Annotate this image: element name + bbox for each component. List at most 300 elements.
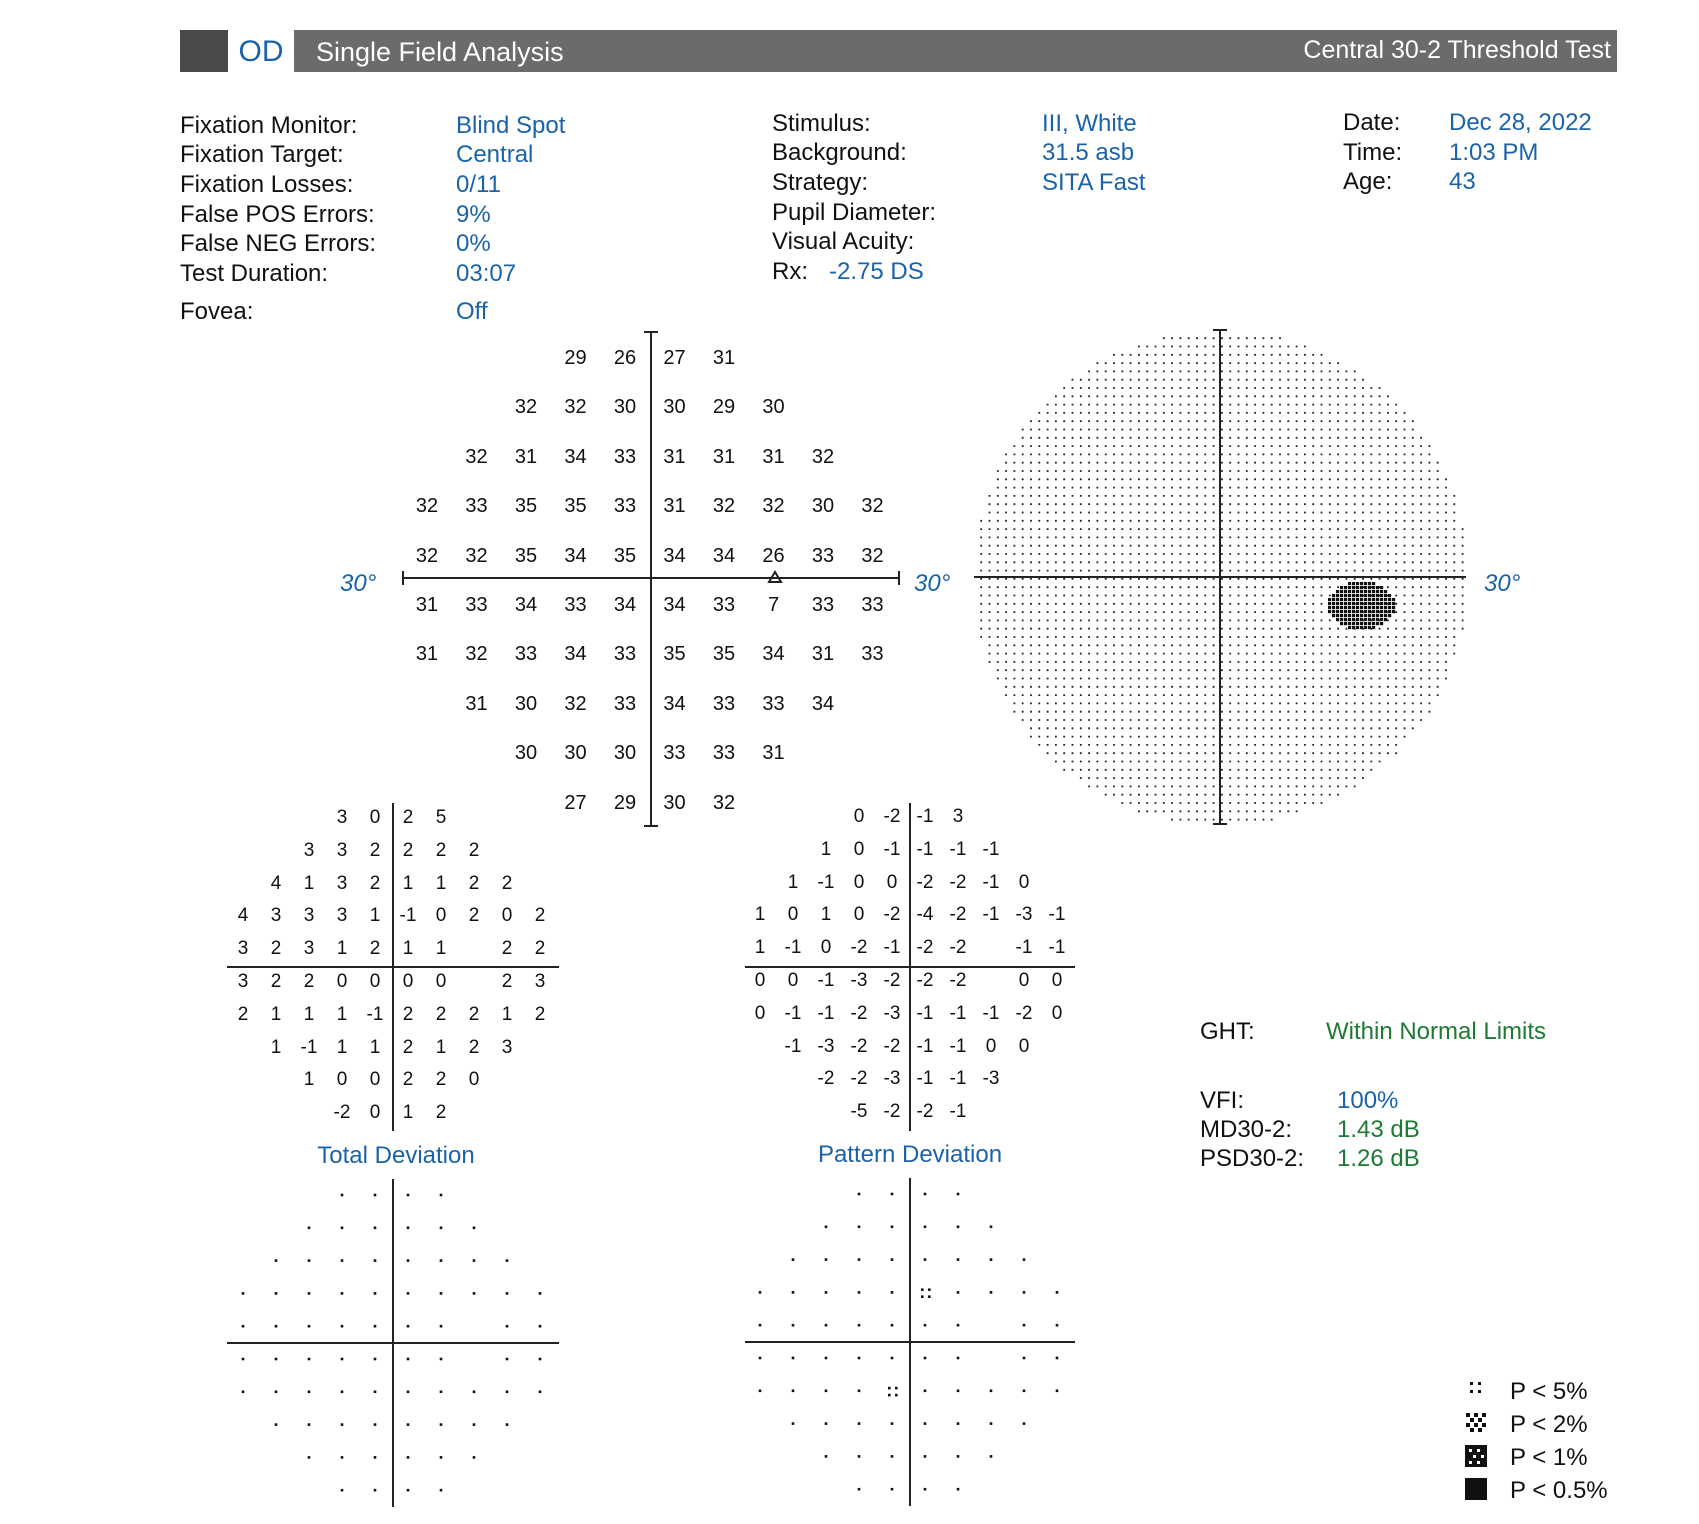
threshold-cell: 27 (663, 347, 686, 369)
total-deviation-cell: 2 (270, 938, 282, 960)
total-deviation-cell: 3 (303, 839, 315, 861)
pattern-deviation-prob-point (792, 1357, 795, 1360)
threshold-cell: 32 (811, 445, 835, 468)
pattern-deviation-cell: -2 (949, 970, 967, 991)
pattern-deviation-cell: 1 (754, 904, 766, 926)
total-deviation-prob-point (473, 1292, 476, 1295)
total-deviation-cell: 3 (534, 971, 546, 992)
pattern-deviation-cell: 0 (754, 1002, 766, 1024)
age-label: Age: (1343, 168, 1393, 195)
threshold-cell: 33 (712, 692, 736, 715)
stimulus-label: Stimulus: (772, 110, 871, 137)
threshold-cell: 33 (465, 495, 488, 518)
pattern-deviation-prob-point (1023, 1258, 1026, 1261)
total-deviation-cell: 2 (435, 1003, 447, 1025)
threshold-cell: 32 (712, 791, 736, 814)
total-deviation-cell: 2 (435, 1102, 447, 1124)
pattern-deviation-cell: 1 (754, 937, 766, 959)
total-deviation-prob-point (308, 1292, 311, 1295)
pattern-deviation-prob-point (891, 1291, 894, 1294)
total-deviation-cell: 1 (402, 938, 414, 960)
total-deviation-cell: 2 (402, 1036, 414, 1058)
threshold-cell: 33 (712, 594, 736, 616)
total-deviation-prob-point (473, 1259, 476, 1262)
threshold-cell: 32 (514, 396, 538, 419)
total-deviation-cell: 2 (435, 1069, 447, 1091)
total-deviation-prob-point (539, 1358, 542, 1361)
threshold-cell: 27 (564, 791, 587, 814)
total-deviation-cell: 0 (501, 905, 513, 927)
pattern-deviation-cell: -2 (817, 1068, 835, 1090)
threshold-cell: 26 (762, 544, 785, 567)
pattern-deviation-prob-point (858, 1193, 861, 1196)
threshold-cell: 30 (663, 396, 686, 419)
pattern-deviation-prob-point (825, 1258, 828, 1261)
total-deviation-prob-point (407, 1456, 410, 1459)
md-value: 1.43 dB (1337, 1116, 1420, 1143)
total-deviation-prob-point (407, 1292, 410, 1295)
threshold-cell: 32 (861, 495, 884, 518)
pattern-deviation-prob-point (891, 1488, 894, 1491)
total-deviation-cell: 0 (336, 1069, 348, 1091)
threshold-cell: 34 (514, 594, 538, 616)
false-pos-label: False POS Errors: (180, 201, 375, 228)
rx-label: Rx: (772, 258, 808, 285)
total-deviation-prob-point (275, 1358, 278, 1361)
total-deviation-cell: 2 (435, 839, 447, 861)
total-deviation-prob-point (440, 1227, 443, 1230)
total-deviation-prob-point (308, 1423, 311, 1426)
total-deviation-cell: -1 (366, 1003, 384, 1025)
pattern-deviation-cell: 0 (853, 838, 865, 860)
total-deviation-cell: 0 (402, 971, 414, 992)
total-deviation-cell: 2 (501, 872, 513, 894)
pattern-deviation-prob-point (792, 1422, 795, 1425)
total-deviation-cell: 2 (369, 872, 381, 894)
total-deviation-cell: 4 (237, 905, 249, 927)
ght-value: Within Normal Limits (1326, 1018, 1547, 1045)
threshold-cell: 32 (415, 495, 439, 518)
threshold-cell: 30 (514, 742, 538, 765)
threshold-cell: 34 (663, 544, 686, 567)
threshold-cell: 30 (762, 396, 785, 419)
pattern-deviation-prob-point (891, 1193, 894, 1196)
pattern-deviation-prob-point (759, 1357, 762, 1360)
pattern-deviation-prob-point (888, 1387, 898, 1397)
pattern-deviation-prob-point (957, 1258, 960, 1261)
total-deviation-cell: 1 (369, 1036, 381, 1058)
threshold-cell: 30 (613, 396, 637, 419)
psd-value: 1.26 dB (1337, 1145, 1420, 1172)
threshold-cell: 31 (762, 445, 785, 468)
pattern-deviation-prob-point (825, 1455, 828, 1458)
total-deviation-prob-point (275, 1325, 278, 1328)
total-deviation-cell: 2 (501, 938, 513, 960)
background-label: Background: (772, 139, 907, 166)
threshold-cell: 31 (712, 347, 736, 369)
total-deviation-prob-point (440, 1292, 443, 1295)
vfi-value: 100% (1337, 1087, 1399, 1114)
total-deviation-cell: 5 (435, 807, 447, 828)
pattern-deviation-prob-point (858, 1324, 861, 1327)
pattern-deviation-cell: -3 (850, 970, 868, 991)
threshold-cell: 33 (712, 742, 736, 765)
pattern-deviation-cell: -2 (1015, 1002, 1033, 1024)
threshold-cell: 32 (762, 495, 785, 518)
total-deviation-cell: 0 (369, 971, 381, 992)
threshold-cell: 29 (564, 347, 587, 369)
pattern-deviation-cell: -1 (916, 1068, 934, 1090)
threshold-cell: 34 (564, 643, 587, 666)
pattern-deviation-prob-point (891, 1324, 894, 1327)
pattern-deviation-cell: -4 (916, 904, 934, 926)
stimulus-value: III, White (1042, 110, 1137, 137)
total-deviation-prob-point (275, 1423, 278, 1426)
total-deviation-prob-point (242, 1325, 245, 1328)
strategy-label: Strategy: (772, 169, 869, 196)
total-deviation-prob-point (341, 1325, 344, 1328)
total-deviation-cell: 2 (402, 1069, 414, 1091)
threshold-cell: 34 (712, 544, 736, 567)
total-deviation-cell: 3 (303, 905, 315, 927)
pattern-deviation-prob-point (924, 1455, 927, 1458)
pattern-deviation-cell: -2 (850, 1002, 868, 1024)
pattern-deviation-cell: -1 (1015, 937, 1033, 959)
total-deviation-cell: 3 (237, 971, 249, 992)
pattern-deviation-cell: -3 (817, 1035, 835, 1057)
pattern-deviation-cell: -1 (949, 1068, 967, 1090)
pattern-deviation-prob-point (957, 1455, 960, 1458)
total-deviation-prob-point (473, 1227, 476, 1230)
total-deviation-prob-point (407, 1259, 410, 1262)
total-deviation-prob-point (539, 1325, 542, 1328)
rx-value: -2.75 DS (829, 258, 924, 285)
test-name: Central 30-2 Threshold Test (1303, 36, 1611, 64)
date-value: Dec 28, 2022 (1449, 109, 1592, 136)
pattern-deviation-cell: -3 (883, 1068, 901, 1090)
total-deviation-cell: 3 (270, 905, 282, 927)
p1-icon (1465, 1445, 1487, 1467)
fixation-target-value: Central (456, 141, 534, 168)
total-deviation-cell: 0 (369, 807, 381, 828)
pattern-deviation-prob-point (990, 1390, 993, 1393)
pattern-deviation-cell: 0 (853, 871, 865, 893)
pattern-deviation-prob-point (924, 1324, 927, 1327)
total-deviation-cell: 2 (402, 1003, 414, 1025)
threshold-cell: 34 (663, 692, 686, 715)
total-deviation-prob-point (374, 1325, 377, 1328)
threshold-cell: 31 (762, 742, 785, 765)
threshold-cell: 35 (712, 643, 736, 666)
false-neg-label: False NEG Errors: (180, 230, 377, 257)
total-deviation-prob-point (374, 1391, 377, 1394)
total-deviation-cell: 1 (303, 1069, 315, 1091)
pupil-diameter-label: Pupil Diameter: (772, 199, 937, 226)
pattern-deviation-prob-point (957, 1390, 960, 1393)
pattern-deviation-cell: -1 (784, 1002, 802, 1024)
total-deviation-prob-point (341, 1259, 344, 1262)
total-deviation-prob-point (374, 1194, 377, 1197)
threshold-cell: 35 (514, 495, 538, 518)
fovea-label: Fovea: (180, 298, 254, 325)
total-deviation-cell: 1 (402, 872, 414, 894)
threshold-cell: 32 (712, 495, 736, 518)
pattern-deviation-cell: -1 (817, 970, 835, 991)
total-deviation-prob-point (308, 1456, 311, 1459)
threshold-cell: 31 (663, 495, 686, 518)
pattern-deviation-prob-point (1056, 1324, 1059, 1327)
total-deviation-prob-point (506, 1423, 509, 1426)
pattern-deviation-cell: 3 (952, 806, 964, 827)
total-deviation-cell: 2 (468, 872, 480, 894)
total-deviation-prob-point (440, 1259, 443, 1262)
total-deviation-prob-point (440, 1423, 443, 1426)
pattern-deviation-cell: 1 (820, 838, 832, 860)
total-deviation-prob-point (308, 1227, 311, 1230)
threshold-cell: 32 (465, 445, 488, 468)
total-deviation-prob-point (407, 1391, 410, 1394)
pattern-deviation-prob-point (1023, 1291, 1026, 1294)
pattern-deviation-cell: -1 (982, 838, 1000, 860)
total-deviation-prob-point (374, 1489, 377, 1492)
threshold-cell: 31 (415, 643, 439, 666)
total-deviation-cell: 1 (336, 938, 348, 960)
threshold-cell: 33 (861, 643, 884, 666)
pattern-deviation-cell: -1 (949, 1035, 967, 1057)
pattern-deviation-prob-point (957, 1357, 960, 1360)
threshold-cell: 35 (564, 495, 587, 518)
total-deviation-prob-point (506, 1325, 509, 1328)
threshold-cell: 35 (663, 643, 686, 666)
pattern-deviation-cell: -1 (949, 1002, 967, 1024)
total-deviation-prob-point (242, 1391, 245, 1394)
total-deviation-prob-point (440, 1194, 443, 1197)
pattern-deviation-cell: 0 (886, 871, 898, 893)
pattern-deviation-prob-point (891, 1357, 894, 1360)
pattern-deviation-cell: -1 (982, 1002, 1000, 1024)
pattern-deviation-prob-point (1056, 1390, 1059, 1393)
pattern-deviation-prob-point (924, 1357, 927, 1360)
pattern-deviation-prob-point (825, 1390, 828, 1393)
total-deviation-prob-point (341, 1456, 344, 1459)
pattern-deviation-prob-point (1056, 1291, 1059, 1294)
pattern-deviation-prob-point (924, 1226, 927, 1229)
threshold-cell: 33 (663, 742, 686, 765)
pattern-deviation-prob-point (957, 1488, 960, 1491)
total-deviation-cell: 1 (336, 1003, 348, 1025)
total-deviation-prob-point (374, 1227, 377, 1230)
pattern-deviation-cell: -2 (916, 1101, 934, 1123)
total-deviation-cell: 0 (435, 971, 447, 992)
threshold-cell: 33 (613, 643, 637, 666)
total-deviation-cell: 4 (270, 872, 282, 894)
threshold-cell: 33 (564, 594, 587, 616)
total-deviation-prob-point (407, 1325, 410, 1328)
fixation-monitor-label: Fixation Monitor: (180, 112, 358, 139)
total-deviation-prob-point (242, 1292, 245, 1295)
pattern-deviation-cell: 0 (985, 1035, 997, 1057)
threshold-cell: 30 (663, 791, 686, 814)
pattern-deviation-prob-point (924, 1422, 927, 1425)
total-deviation-prob-point (440, 1358, 443, 1361)
total-deviation-prob-point (440, 1325, 443, 1328)
total-deviation-cell: 2 (402, 807, 414, 828)
pattern-deviation-prob-point (924, 1193, 927, 1196)
total-deviation-cell: -2 (333, 1102, 351, 1124)
pattern-deviation-prob-point (792, 1258, 795, 1261)
pattern-deviation-cell: -2 (949, 937, 967, 959)
vfi-label: VFI: (1200, 1087, 1245, 1114)
total-deviation-cell: 3 (336, 905, 348, 927)
pattern-deviation-prob-point (921, 1288, 931, 1298)
pattern-deviation-prob-point (858, 1488, 861, 1491)
pattern-deviation-prob-point (891, 1422, 894, 1425)
total-deviation-prob-point (341, 1292, 344, 1295)
pattern-deviation-cell: 1 (820, 904, 832, 926)
total-deviation-prob-point (341, 1489, 344, 1492)
pattern-deviation-prob-point (957, 1291, 960, 1294)
threshold-cell: 32 (465, 544, 488, 567)
total-deviation-cell: 3 (303, 938, 315, 960)
visual-acuity-label: Visual Acuity: (772, 228, 915, 255)
pattern-deviation-cell: 1 (787, 871, 799, 893)
pattern-deviation-prob-point (792, 1390, 795, 1393)
pattern-deviation-prob-point (858, 1258, 861, 1261)
total-deviation-prob-point (440, 1489, 443, 1492)
pattern-deviation-cell: 0 (1018, 1035, 1030, 1057)
legend-p1-label: P < 1% (1510, 1444, 1588, 1471)
legend-symbols (1464, 1378, 1494, 1518)
total-deviation-prob-point (308, 1325, 311, 1328)
pattern-deviation-prob-point (825, 1291, 828, 1294)
threshold-cell: 31 (415, 594, 439, 616)
test-duration-value: 03:07 (456, 260, 517, 287)
total-deviation-prob-point (341, 1423, 344, 1426)
total-deviation-cell: 2 (468, 905, 480, 927)
total-deviation-prob-point (374, 1456, 377, 1459)
pattern-deviation-prob-point (957, 1226, 960, 1229)
threshold-cell: 31 (811, 643, 835, 666)
total-deviation-cell: 1 (435, 872, 447, 894)
threshold-cell: 32 (564, 692, 587, 715)
pattern-deviation-prob-point (924, 1488, 927, 1491)
pattern-deviation-cell: 0 (853, 806, 865, 827)
total-deviation-cell: 2 (534, 938, 546, 960)
total-deviation-cell: 1 (435, 938, 447, 960)
false-pos-value: 9% (456, 201, 491, 228)
total-deviation-cell: 1 (435, 1036, 447, 1058)
total-deviation-cell: 2 (369, 938, 381, 960)
p2-icon (1466, 1413, 1486, 1432)
pattern-deviation-prob-point (891, 1455, 894, 1458)
pattern-deviation-prob-point (858, 1455, 861, 1458)
pattern-deviation-cell: -2 (916, 937, 934, 959)
pattern-deviation-prob-point (825, 1422, 828, 1425)
total-deviation-prob-point (341, 1227, 344, 1230)
pattern-deviation-cell: 0 (1018, 871, 1030, 893)
total-deviation-prob-point (407, 1194, 410, 1197)
pattern-deviation-prob-point (1056, 1357, 1059, 1360)
pattern-deviation-cell: -1 (916, 806, 934, 827)
p5-icon (1470, 1382, 1481, 1393)
threshold-cell: 34 (663, 594, 686, 616)
pattern-deviation-cell: -2 (850, 937, 868, 959)
pattern-deviation-cell: -1 (817, 871, 835, 893)
threshold-cell: 33 (811, 544, 835, 567)
pattern-deviation-cell: -2 (883, 1101, 901, 1123)
test-duration-label: Test Duration: (180, 260, 329, 287)
pattern-deviation-prob-point (957, 1193, 960, 1196)
total-deviation-prob-point (242, 1358, 245, 1361)
total-deviation-cell: 2 (402, 839, 414, 861)
total-deviation-cell: 1 (270, 1036, 282, 1058)
threshold-cell: 30 (613, 742, 637, 765)
pattern-deviation-prob-point (957, 1324, 960, 1327)
threshold-cell: 33 (465, 594, 488, 616)
pattern-deviation-cell: -2 (883, 904, 901, 926)
total-deviation-cell: 3 (336, 839, 348, 861)
pattern-deviation-cell: 0 (787, 970, 799, 991)
threshold-cell: 34 (811, 692, 835, 715)
threshold-cell: 31 (663, 445, 686, 468)
pattern-deviation-prob-point (759, 1324, 762, 1327)
fixation-target-label: Fixation Target: (180, 141, 344, 168)
total-deviation-prob-point (506, 1259, 509, 1262)
pattern-deviation-prob-point (825, 1324, 828, 1327)
total-deviation-cell: 1 (336, 1036, 348, 1058)
total-deviation-prob-point (473, 1391, 476, 1394)
report-title: Single Field Analysis (316, 37, 564, 67)
pattern-deviation-cell: -2 (883, 806, 901, 827)
date-label: Date: (1343, 109, 1401, 136)
pattern-deviation-prob-point (924, 1390, 927, 1393)
threshold-cell: 31 (712, 445, 736, 468)
threshold-cell: 33 (514, 643, 538, 666)
total-deviation-cell: 1 (270, 1003, 282, 1025)
threshold-cell: 33 (762, 692, 785, 715)
fovea-value: Off (456, 298, 488, 325)
threshold-cell: 34 (564, 445, 587, 468)
pattern-deviation-cell: -3 (982, 1068, 1000, 1090)
legend-p5-label: P < 5% (1510, 1378, 1588, 1405)
threshold-cell: 29 (613, 791, 637, 814)
pattern-deviation-cell: -1 (1048, 937, 1066, 959)
time-label: Time: (1343, 139, 1403, 166)
pattern-deviation-prob-point (825, 1357, 828, 1360)
threshold-cell: 32 (564, 396, 587, 419)
total-deviation-cell: 2 (468, 839, 480, 861)
pattern-deviation-prob-point (990, 1226, 993, 1229)
pattern-deviation-prob-point (858, 1291, 861, 1294)
pattern-deviation-cell: -1 (784, 937, 802, 959)
pattern-deviation-prob-point (759, 1390, 762, 1393)
pattern-deviation-cell: -1 (883, 838, 901, 860)
p05-icon (1465, 1478, 1487, 1500)
md-label: MD30-2: (1200, 1116, 1293, 1143)
pattern-deviation-cell: 0 (1051, 970, 1063, 991)
total-deviation-prob-point (539, 1292, 542, 1295)
total-deviation-cell: 0 (435, 905, 447, 927)
pattern-deviation-prob-point (990, 1258, 993, 1261)
pattern-deviation-prob-point (1023, 1357, 1026, 1360)
total-deviation-cell: 1 (303, 872, 315, 894)
total-deviation-prob-point (374, 1292, 377, 1295)
threshold-cell: 32 (465, 643, 488, 666)
total-deviation-prob-point (275, 1391, 278, 1394)
total-deviation-prob-point (275, 1292, 278, 1295)
pattern-deviation-cell: -2 (916, 970, 934, 991)
total-deviation-prob-point (473, 1423, 476, 1426)
